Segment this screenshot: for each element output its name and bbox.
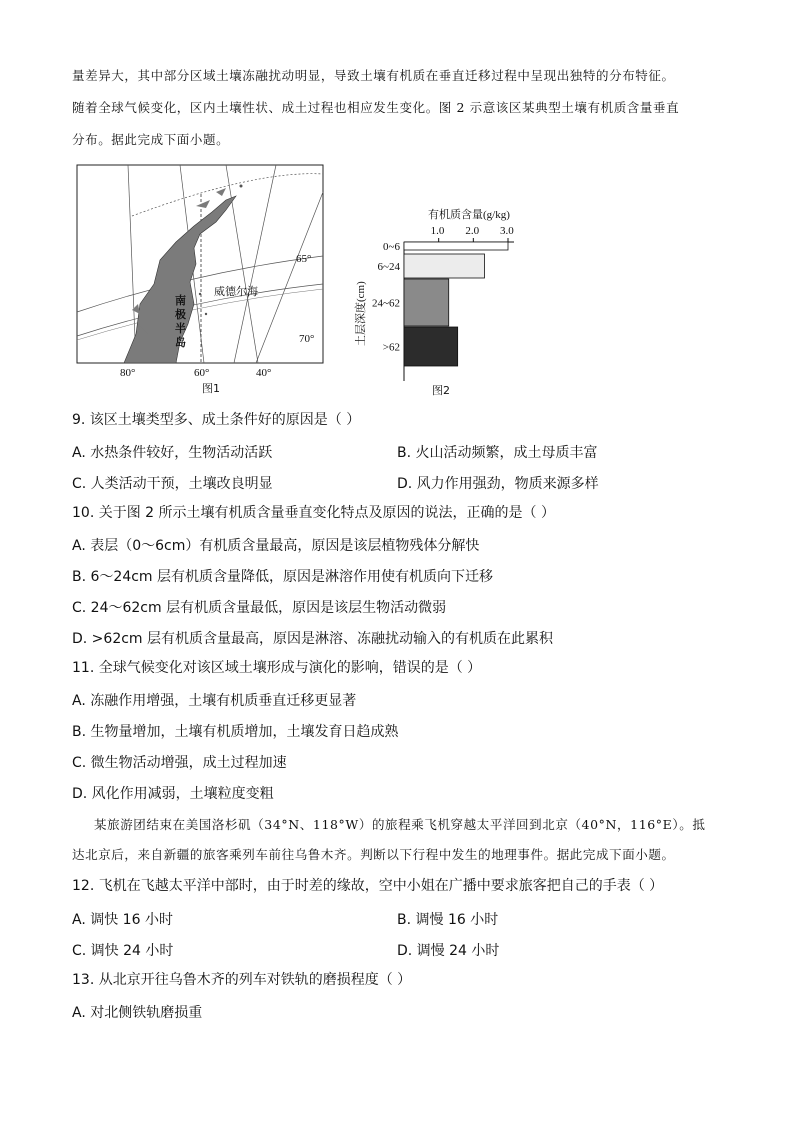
- figure-1-caption: 图1: [202, 382, 220, 395]
- lon-label-40: 40°: [256, 367, 272, 379]
- question-option: B. 6～24cm 层有机质含量降低，原因是淋溶作用使有机质向下迁移: [72, 569, 494, 585]
- question-option: D. >62cm 层有机质含量最高，原因是淋溶、冻融扰动输入的有机质在此累积: [72, 631, 554, 647]
- peninsula-label-4: 岛: [175, 336, 186, 349]
- intro2-line-1: 某旅游团结束在美国洛杉矶（34°N、118°W）的旅程乘飞机穿越太平洋回到北京（40°N，116°E）。抵: [94, 817, 706, 832]
- lat-label-65: 65°: [296, 253, 312, 265]
- intro-line-1: 量差异大，其中部分区域土壤冻融扰动明显，导致土壤有机质在垂直迁移过程中呈现出独特的分布特征。: [72, 68, 675, 83]
- question-option: A. 调快 16 小时: [72, 912, 173, 928]
- question-option: C. 24～62cm 层有机质含量最低，原因是该层生物活动微弱: [72, 600, 447, 616]
- question-option: C. 调快 24 小时: [72, 943, 174, 959]
- question-option: B. 生物量增加，土壤有机质增加，土壤发育日趋成熟: [72, 724, 399, 740]
- question-option: A. 对北侧铁轨磨损重: [72, 1005, 203, 1021]
- chart-x-tick-label: 3.0: [500, 225, 514, 237]
- chart-category-label: >62: [382, 341, 400, 354]
- chart-x-tick-label: 1.0: [430, 225, 445, 237]
- question-option: D. 调慢 24 小时: [397, 943, 500, 959]
- peninsula-label-1: 南: [175, 294, 186, 307]
- lon-label-60: 60°: [194, 367, 210, 379]
- chart-bar: [404, 254, 484, 278]
- chart-bar: [404, 327, 458, 366]
- chart-x-tick-label: 2.0: [465, 225, 480, 237]
- peninsula-label-2: 极: [175, 308, 186, 321]
- question-option: D. 风力作用强劲，物质来源多样: [397, 476, 599, 492]
- question-option: C. 微生物活动增强，成土过程加速: [72, 755, 287, 771]
- figure-2-chart: [350, 206, 530, 398]
- question-option: B. 调慢 16 小时: [397, 912, 499, 928]
- question-option: A. 水热条件较好，生物活动活跃: [72, 445, 273, 461]
- question-stem: 9. 该区土壤类型多、成土条件好的原因是（ ）: [72, 412, 361, 428]
- intro-line-2: 随着全球气候变化，区内土壤性状、成土过程也相应发生变化。图 2 示意该区某典型土壤有机质含量垂直: [72, 100, 680, 115]
- question-stem: 12. 飞机在飞越太平洋中部时，由于时差的缘故，空中小姐在广播中要求旅客把自己的手表（ ）: [72, 878, 664, 894]
- chart-category-label: 24~62: [372, 297, 400, 310]
- question-stem: 13. 从北京开往乌鲁木齐的列车对铁轨的磨损程度（ ）: [72, 972, 412, 988]
- intro-line-3: 分布。据此完成下面小题。: [72, 132, 230, 147]
- question-option: B. 火山活动频繁，成土母质丰富: [397, 445, 598, 461]
- chart-x-title: 有机质含量(g/kg): [428, 209, 510, 221]
- lat-label-70: 70°: [299, 333, 315, 345]
- chart-category-label: 6~24: [377, 261, 400, 273]
- figure-2-caption: 图2: [432, 384, 450, 397]
- sea-label: 威德尔海: [214, 285, 258, 298]
- figure-1-map: [76, 164, 326, 396]
- question-option: A. 表层（0～6cm）有机质含量最高，原因是该层植物残体分解快: [72, 538, 480, 554]
- question-option: A. 冻融作用增强，土壤有机质垂直迁移更显著: [72, 693, 357, 709]
- question-stem: 10. 关于图 2 所示土壤有机质含量垂直变化特点及原因的说法，正确的是（ ）: [72, 505, 555, 521]
- question-option: C. 人类活动干预，土壤改良明显: [72, 476, 273, 492]
- question-stem: 11. 全球气候变化对该区域土壤形成与演化的影响，错误的是（ ）: [72, 660, 482, 676]
- chart-bar: [404, 242, 508, 250]
- question-option: D. 风化作用减弱，土壤粒度变粗: [72, 786, 274, 802]
- chart-bar: [404, 279, 449, 326]
- peninsula-label-3: 半: [175, 322, 186, 335]
- chart-y-title: 土层深度(cm): [355, 281, 367, 346]
- chart-category-label: 0~6: [383, 241, 400, 253]
- intro2-line-2: 达北京后，来自新疆的旅客乘列车前往乌鲁木齐。判断以下行程中发生的地理事件。据此完成下面小题。: [72, 847, 675, 862]
- lon-label-80: 80°: [120, 367, 136, 379]
